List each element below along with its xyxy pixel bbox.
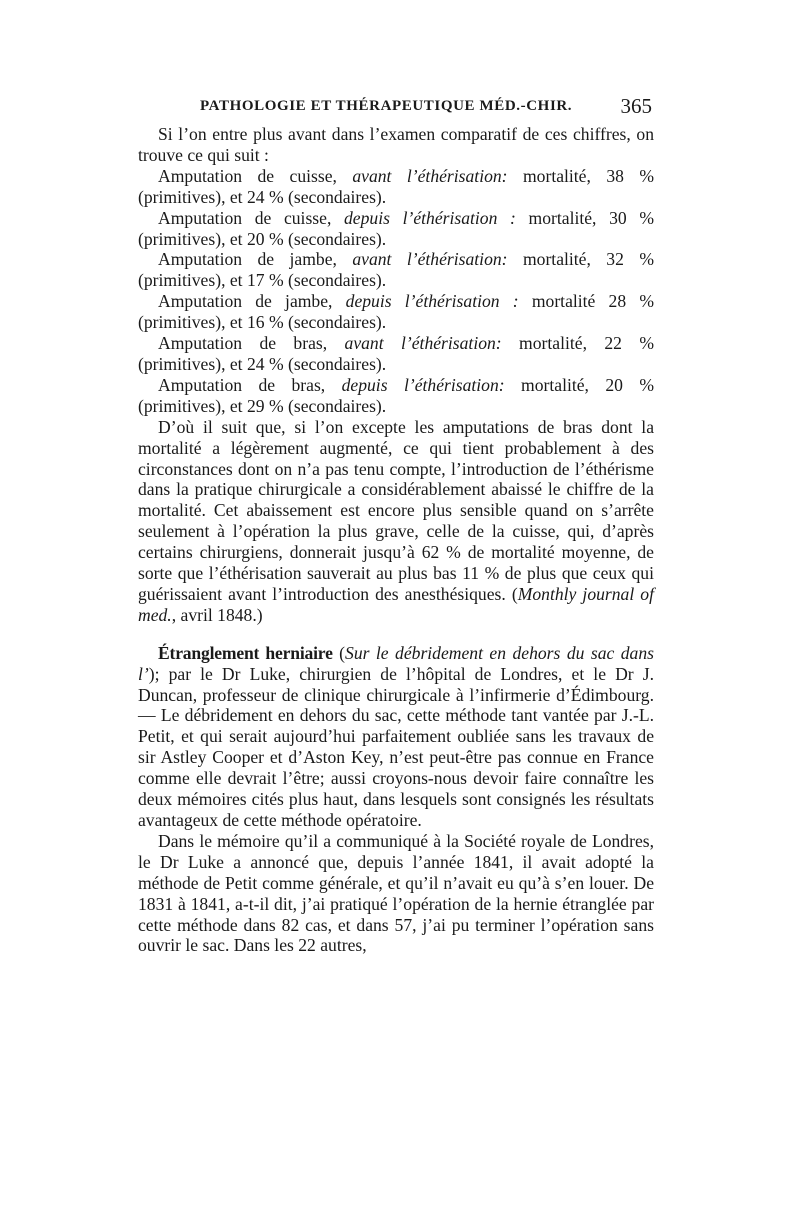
text-run: mortalité, 30 % (primitives), et 20 % (secondaires). xyxy=(138,207,654,249)
text-run: ( xyxy=(332,642,346,663)
paragraph-amputation-bras-depuis xyxy=(138,375,654,417)
running-head: PATHOLOGIE ET THÉRAPEUTIQUE MÉD.-CHIR. xyxy=(200,98,573,114)
text-run: mortalité 28 % (primitives), et 16 % (secondaires). xyxy=(138,291,654,333)
text-run: Amputation de cuisse, xyxy=(158,207,344,228)
text-run: Amputation de cuisse, xyxy=(158,165,353,186)
text-run: mortalité, 20 % (primitives), et 29 % (secondaires). xyxy=(138,374,655,416)
text-run: , avril 1848.) xyxy=(171,604,263,625)
section-title: Étranglement herniaire xyxy=(158,642,333,663)
text-run: mortalité, 22 % (primitives), et 24 % (secondaires). xyxy=(138,333,654,374)
italic-run: Monthly journal of med. xyxy=(138,583,654,625)
paragraph-amputation-jambe-depuis xyxy=(138,291,654,333)
paragraph-intro xyxy=(138,124,654,166)
italic-run: depuis l’éthérisation : xyxy=(344,207,516,228)
text-run: D’où il suit que, si l’on excepte les amputations de bras dont la mortalité a légèrement augmenté, ce qui tient probablement à des circonstances dont on n’a pas tenu compte, l’introduction de l’éthérisme dans la pratique chirurgicale a considérablement abaissé le chiffre de la mortalité. Cet abaissement est encore plus sensible quand on s’arrête seulement à l’opération la plus grave, celle de la cuisse, qui, d’après certains chirurgiens, donnerait jusqu’à 62 % de mortalité moyenne, de sorte que l’éthérisation sauverait au plus bas 11 % de plus que ceux qui guérissaient avant l’introduction des anesthésiques. ( xyxy=(138,416,654,604)
paragraph-amputation-cuisse-avant xyxy=(138,166,654,208)
text-run: mortalité, 32 % (primitives), et 17 % (secondaires). xyxy=(138,249,654,291)
page-number: 365 xyxy=(620,94,652,118)
page-header xyxy=(200,94,652,120)
text-run: Amputation de bras, xyxy=(158,374,342,395)
italic-run: depuis l’éthérisation: xyxy=(341,374,505,395)
text-run: Amputation de jambe, xyxy=(158,291,346,312)
text-run: Amputation de bras, xyxy=(158,333,345,354)
text-run: ); par le Dr Luke, chirurgien de l’hôpital de Londres, et le Dr J. Duncan, professeur de clinique chirurgicale à l’infirmerie d’Édimbourg. — Le débridement en dehors du sac, cette méthode tant vantée par J.-L. Petit, et qui serait aujourd’hui parfaitement oubliée sans les travaux de sir Astley Cooper et d’Aston Key, n’est peut-être pas connue en France comme elle devrait l’être; aussi croyons-nous devoir faire connaître les deux mémoires cités plus haut, dans lesquels sont consignés les résultats avantageux de cette méthode opératoire. xyxy=(138,663,654,830)
text-run: Dans le mémoire qu’il a communiqué à la Société royale de Londres, le Dr Luke a annoncé que, depuis l’année 1841, il avait adopté la méthode de Petit comme générale, et qu’il n’avait eu qu’à s’en louer. De 1831 à 1841, a-t-il dit, j’ai pratiqué l’opération de la hernie étranglée par cette méthode dans 82 cas, et dans 57, j’ai pu terminer l’opération sans ouvrir le sac. Dans les 22 autres, xyxy=(138,830,654,956)
paragraph-memoire-luke xyxy=(138,831,654,956)
italic-run: Sur le débridement en dehors du sac dans l’ xyxy=(138,642,654,684)
text-run: Si l’on entre plus avant dans l’examen comparatif de ces chiffres, on trouve ce qui suit : xyxy=(138,124,654,165)
italic-run: avant l’éthérisation: xyxy=(352,249,508,270)
body-text xyxy=(138,124,654,956)
paragraph-conclusion xyxy=(138,417,654,626)
italic-run: avant l’éthérisation: xyxy=(352,165,508,186)
paragraph-etranglement-herniaire xyxy=(138,643,654,831)
text-run: Amputation de jambe, xyxy=(158,249,353,270)
text-run: mortalité, 38 % (primitives), et 24 % (secondaires). xyxy=(138,165,655,207)
paragraph-amputation-jambe-avant xyxy=(138,249,654,291)
italic-run: avant l’éthérisation: xyxy=(344,333,502,354)
paragraph-amputation-cuisse-depuis xyxy=(138,208,654,250)
paragraph-amputation-bras-avant xyxy=(138,333,654,375)
italic-run: depuis l’éthérisation : xyxy=(345,291,519,312)
